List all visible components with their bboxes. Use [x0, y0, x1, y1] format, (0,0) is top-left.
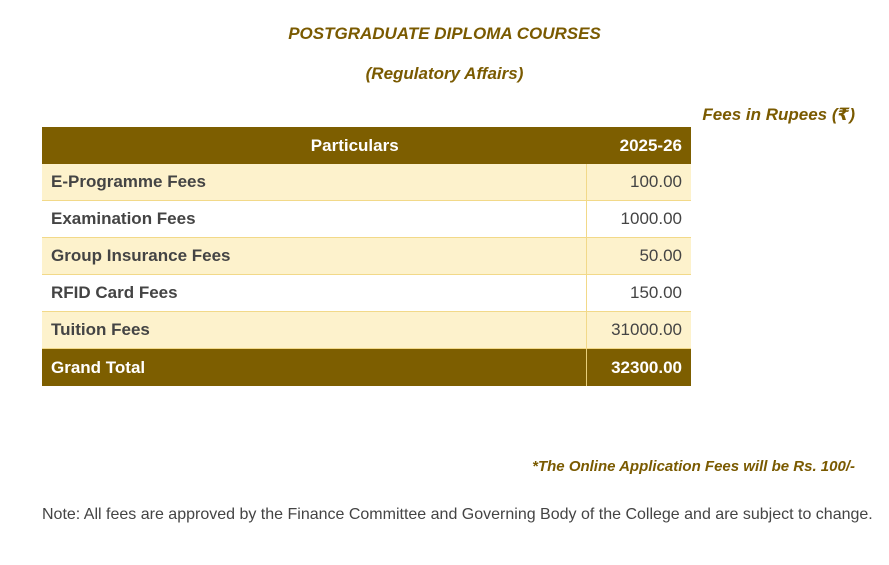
table-row	[42, 275, 691, 312]
online-application-fee-note: *The Online Application Fees will be Rs. 100/-	[532, 458, 855, 475]
row-value: 100.00	[587, 164, 692, 201]
column-header-particulars: Particulars	[42, 127, 587, 164]
grand-total-label: Grand Total	[42, 349, 587, 387]
grand-total-row	[42, 349, 691, 387]
row-label: Group Insurance Fees	[42, 238, 587, 275]
table-row	[42, 312, 691, 349]
table-row	[42, 201, 691, 238]
currency-note: Fees in Rupees (₹)	[702, 105, 855, 124]
column-header-year: 2025-26	[587, 127, 692, 164]
page-title: POSTGRADUATE DIPLOMA COURSES	[288, 24, 601, 43]
approval-note: Note: All fees are approved by the Finance Committee and Governing Body of the College and are subject to change.	[42, 506, 873, 523]
row-value: 150.00	[587, 275, 692, 312]
row-label: E-Programme Fees	[42, 164, 587, 201]
row-value: 1000.00	[587, 201, 692, 238]
row-value: 50.00	[587, 238, 692, 275]
table-header-row	[42, 127, 691, 164]
table-row	[42, 238, 691, 275]
row-label: Tuition Fees	[42, 312, 587, 349]
fees-table	[42, 127, 691, 386]
row-label: Examination Fees	[42, 201, 587, 238]
row-label: RFID Card Fees	[42, 275, 587, 312]
row-value: 31000.00	[587, 312, 692, 349]
grand-total-value: 32300.00	[587, 349, 692, 387]
table-row	[42, 164, 691, 201]
page-subtitle: (Regulatory Affairs)	[365, 64, 524, 83]
